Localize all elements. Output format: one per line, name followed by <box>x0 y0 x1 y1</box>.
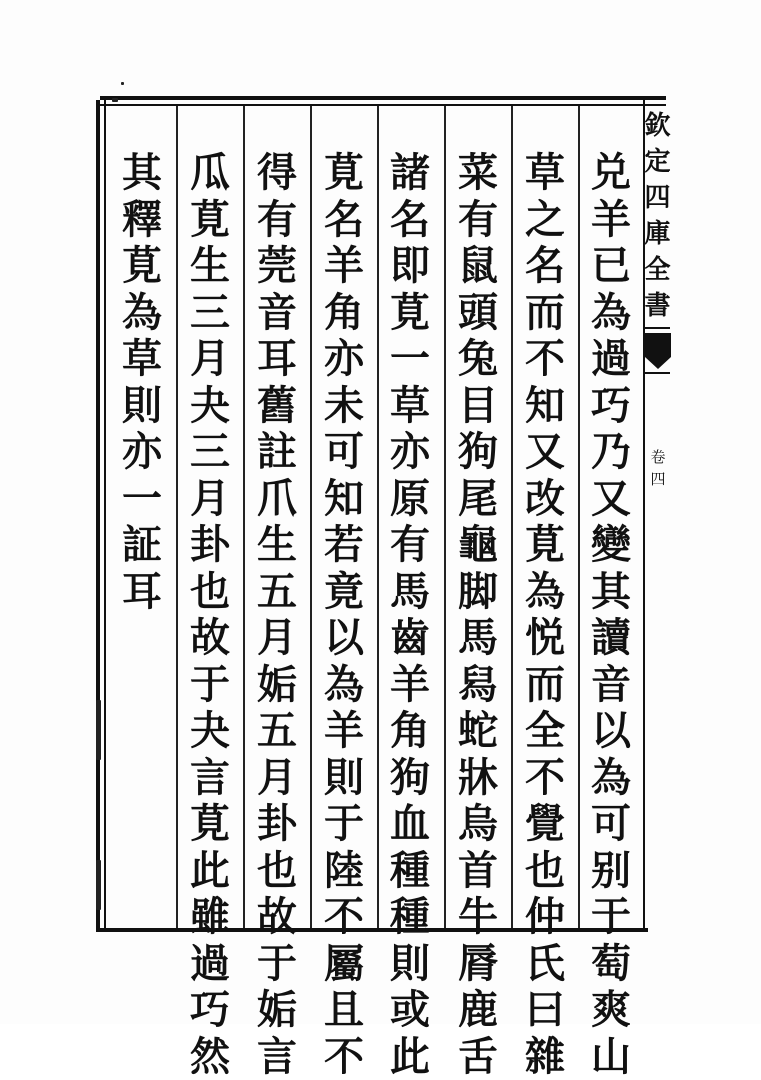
character: 可 <box>591 801 631 848</box>
character: 莧 <box>390 290 430 337</box>
character: 全 <box>645 252 671 288</box>
character: 屬 <box>324 941 364 988</box>
character: 過 <box>190 941 230 988</box>
character: 耳 <box>257 336 297 383</box>
character: 其 <box>122 150 162 197</box>
character: 牛 <box>458 894 498 941</box>
character: 菜 <box>458 150 498 197</box>
character: 名 <box>390 197 430 244</box>
column-divider <box>243 106 245 928</box>
column-divider <box>511 106 513 928</box>
character: 四 <box>645 180 671 216</box>
character: 已 <box>591 243 631 290</box>
character: 草 <box>525 150 565 197</box>
character: 巧 <box>591 383 631 430</box>
character: 諸 <box>390 150 430 197</box>
column-divider <box>310 106 312 928</box>
character: 姤 <box>257 987 297 1034</box>
character: 莧 <box>122 243 162 290</box>
character: 也 <box>525 848 565 895</box>
character: 姤 <box>257 662 297 709</box>
character: 過 <box>591 336 631 383</box>
character: 全 <box>525 708 565 755</box>
character: 兑 <box>591 150 631 197</box>
character: 齒 <box>390 615 430 662</box>
character: 牀 <box>458 755 498 802</box>
character: 莧 <box>190 801 230 848</box>
character: 瓜 <box>190 150 230 197</box>
character: 爪 <box>257 476 297 523</box>
character: 其 <box>591 569 631 616</box>
character: 舊 <box>257 383 297 430</box>
character: 卷 <box>650 446 665 468</box>
character: 覺 <box>525 801 565 848</box>
character: 註 <box>257 429 297 476</box>
volume-label <box>648 446 668 490</box>
character: 脣 <box>458 941 498 988</box>
character: 目 <box>458 383 498 430</box>
character: 則 <box>122 383 162 430</box>
character: 羊 <box>591 197 631 244</box>
character: 别 <box>591 848 631 895</box>
character: 鹿 <box>458 987 498 1034</box>
text-column-2 <box>521 150 569 1080</box>
character: 以 <box>324 615 364 662</box>
character: 釋 <box>122 197 162 244</box>
character: 為 <box>591 755 631 802</box>
character: 舌 <box>458 1034 498 1080</box>
column-divider <box>578 106 580 928</box>
character: 則 <box>324 755 364 802</box>
character: 馬 <box>458 615 498 662</box>
text-column-1 <box>587 150 635 1080</box>
character: 兔 <box>458 336 498 383</box>
character: 亦 <box>324 336 364 383</box>
character: 首 <box>458 848 498 895</box>
character: 于 <box>324 801 364 848</box>
ink-speck <box>121 82 124 85</box>
character: 知 <box>525 383 565 430</box>
character: 或 <box>390 987 430 1034</box>
character: 則 <box>390 941 430 988</box>
character: 言 <box>257 1034 297 1080</box>
character: 馬 <box>390 569 430 616</box>
ink-speck <box>112 98 118 102</box>
character: 草 <box>390 383 430 430</box>
ink-speck <box>96 860 101 910</box>
character: 亦 <box>122 429 162 476</box>
character: 五 <box>257 569 297 616</box>
character: 生 <box>190 243 230 290</box>
character: 然 <box>190 1034 230 1080</box>
character: 卦 <box>190 522 230 569</box>
character: 蛇 <box>458 708 498 755</box>
character: 山 <box>591 1034 631 1080</box>
character: 陸 <box>324 848 364 895</box>
character: 未 <box>324 383 364 430</box>
character: 尾 <box>458 476 498 523</box>
character: 月 <box>190 476 230 523</box>
character: 而 <box>525 290 565 337</box>
character: 欽 <box>645 108 671 144</box>
character: 為 <box>122 290 162 337</box>
character: 也 <box>257 848 297 895</box>
character: 為 <box>525 569 565 616</box>
character: 月 <box>257 755 297 802</box>
character: 莧 <box>190 197 230 244</box>
character: 不 <box>525 755 565 802</box>
character: 狗 <box>390 755 430 802</box>
character: 月 <box>190 336 230 383</box>
character: 耳 <box>122 569 162 616</box>
character: 莧 <box>525 522 565 569</box>
character: 一 <box>390 336 430 383</box>
character: 氏 <box>525 941 565 988</box>
character: 莧 <box>324 150 364 197</box>
character: 悦 <box>525 615 565 662</box>
character: 得 <box>257 150 297 197</box>
character: 又 <box>525 429 565 476</box>
text-column-7 <box>186 150 234 1080</box>
character: 乃 <box>591 429 631 476</box>
character: 夬 <box>190 383 230 430</box>
character: 萄 <box>591 941 631 988</box>
character: 故 <box>257 894 297 941</box>
character: 巧 <box>190 987 230 1034</box>
character: 五 <box>257 708 297 755</box>
character: 書 <box>645 288 671 324</box>
character: 若 <box>324 522 364 569</box>
character: 原 <box>390 476 430 523</box>
character: 可 <box>324 429 364 476</box>
character: 故 <box>190 615 230 662</box>
character: 卦 <box>257 801 297 848</box>
character: 鼠 <box>458 243 498 290</box>
character: 雜 <box>525 1034 565 1080</box>
character: 三 <box>190 290 230 337</box>
text-column-6 <box>253 150 301 1080</box>
character: 不 <box>525 336 565 383</box>
character: 角 <box>324 290 364 337</box>
character: 有 <box>257 197 297 244</box>
text-column-5 <box>320 150 368 1080</box>
column-divider <box>377 106 379 928</box>
character: 爽 <box>591 987 631 1034</box>
character: 狗 <box>458 429 498 476</box>
character: 四 <box>650 468 665 490</box>
character: 讀 <box>591 615 631 662</box>
character: 定 <box>645 144 671 180</box>
character: 言 <box>190 755 230 802</box>
frame-top-border <box>100 96 666 106</box>
character: 也 <box>190 569 230 616</box>
character: 以 <box>591 708 631 755</box>
character: 音 <box>591 662 631 709</box>
character: 有 <box>390 522 430 569</box>
character: 雖 <box>190 894 230 941</box>
character: 亦 <box>390 429 430 476</box>
column-divider <box>176 106 178 928</box>
character: 改 <box>525 476 565 523</box>
margin-rule <box>645 372 670 374</box>
character: 為 <box>591 290 631 337</box>
character: 羊 <box>390 662 430 709</box>
character: 血 <box>390 801 430 848</box>
character: 羊 <box>324 243 364 290</box>
ink-speck <box>96 700 101 760</box>
character: 之 <box>525 197 565 244</box>
frame-left-border <box>96 100 106 932</box>
character: 夬 <box>190 708 230 755</box>
character: 角 <box>390 708 430 755</box>
character: 頭 <box>458 290 498 337</box>
character: 此 <box>190 848 230 895</box>
character: 月 <box>257 615 297 662</box>
character: 此 <box>390 1034 430 1080</box>
character: 種 <box>390 848 430 895</box>
character: 知 <box>324 476 364 523</box>
character: 不 <box>324 1034 364 1080</box>
character: 脚 <box>458 569 498 616</box>
character: 有 <box>458 197 498 244</box>
character: 草 <box>122 336 162 383</box>
character: 于 <box>190 662 230 709</box>
character: 仲 <box>525 894 565 941</box>
character: 于 <box>257 941 297 988</box>
book-title <box>645 108 670 324</box>
character: 莞 <box>257 243 297 290</box>
character: 即 <box>390 243 430 290</box>
character: 不 <box>324 894 364 941</box>
margin-rule <box>645 327 670 329</box>
character: 種 <box>390 894 430 941</box>
character: 庫 <box>645 216 671 252</box>
character: 生 <box>257 522 297 569</box>
column-divider <box>444 106 446 928</box>
fish-tail-mark-icon <box>645 333 671 369</box>
character: 名 <box>525 243 565 290</box>
character: 羊 <box>324 708 364 755</box>
character: 舄 <box>458 662 498 709</box>
character: 証 <box>122 522 162 569</box>
character: 于 <box>591 894 631 941</box>
character: 名 <box>324 197 364 244</box>
character: 一 <box>122 476 162 523</box>
character: 三 <box>190 429 230 476</box>
character: 而 <box>525 662 565 709</box>
character: 且 <box>324 987 364 1034</box>
character: 龜 <box>458 522 498 569</box>
text-column-4 <box>386 150 434 1080</box>
character: 曰 <box>525 987 565 1034</box>
character: 變 <box>591 522 631 569</box>
text-column-3 <box>454 150 502 1080</box>
character: 又 <box>591 476 631 523</box>
character: 竟 <box>324 569 364 616</box>
character: 烏 <box>458 801 498 848</box>
text-column-8 <box>118 150 166 615</box>
character: 為 <box>324 662 364 709</box>
character: 音 <box>257 290 297 337</box>
